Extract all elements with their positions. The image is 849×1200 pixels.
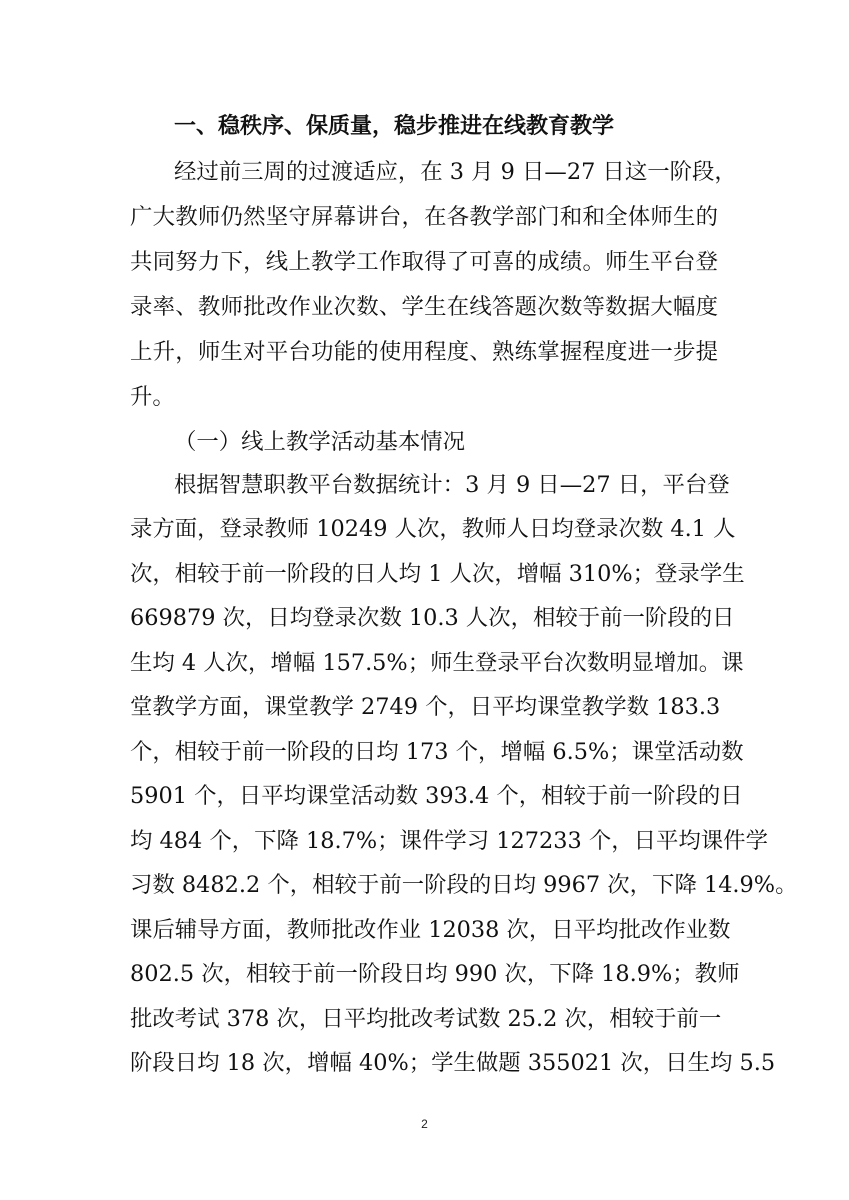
- paragraph-line: 669879 次，日均登录次数 10.3 人次，相较于前一阶段的日: [130, 605, 735, 631]
- paragraph-line: 共同努力下，线上教学工作取得了可喜的成绩。师生平台登: [130, 249, 718, 275]
- paragraph-line: 广大教师仍然坚守屏幕讲台，在各教学部门和和全体师生的: [130, 204, 718, 230]
- paragraph-line: 生均 4 人次，增幅 157.5%；师生登录平台次数明显增加。课: [130, 650, 744, 676]
- paragraph-line: 根据智慧职教平台数据统计：3 月 9 日—27 日，平台登: [174, 472, 730, 498]
- paragraph-line: 录方面，登录教师 10249 人次，教师人日均登录次数 4.1 人: [130, 516, 736, 542]
- paragraph-line: 堂教学方面，课堂教学 2749 个，日平均课堂教学数 183.3: [130, 694, 721, 720]
- paragraph-line: 802.5 次，相较于前一阶段日均 990 次，下降 18.9%；教师: [130, 961, 740, 987]
- paragraph-line: 课后辅导方面，教师批改作业 12038 次，日平均批改作业数: [130, 917, 731, 943]
- paragraph-line: 上升，师生对平台功能的使用程度、熟练掌握程度进一步提: [130, 339, 718, 365]
- paragraph-line: 经过前三周的过渡适应，在 3 月 9 日—27 日这一阶段，: [174, 159, 737, 185]
- paragraph-line: 阶段日均 18 次，增幅 40%；学生做题 355021 次，日生均 5.5: [130, 1050, 776, 1076]
- paragraph-line: 批改考试 378 次，日平均批改考试数 25.2 次，相较于前一: [130, 1006, 722, 1032]
- paragraph-line: 录率、教师批改作业次数、学生在线答题次数等数据大幅度: [130, 294, 718, 320]
- paragraph-line: 升。: [130, 384, 175, 410]
- section-heading: 一、稳秩序、保质量，稳步推进在线教育教学: [174, 114, 615, 139]
- paragraph-line: 5901 个，日平均课堂活动数 393.4 个，相较于前一阶段的日: [130, 783, 743, 809]
- paragraph-line: 次，相较于前一阶段的日人均 1 人次，增幅 310%；登录学生: [130, 561, 745, 587]
- paragraph-line: 个，相较于前一阶段的日均 173 个，增幅 6.5%；课堂活动数: [130, 739, 744, 765]
- subheading: （一）线上教学活动基本情况: [174, 429, 466, 455]
- paragraph-line: 习数 8482.2 个，相较于前一阶段的日均 9967 次，下降 14.9%。: [130, 872, 798, 898]
- page-number: 2: [421, 1117, 428, 1131]
- paragraph-line: 均 484 个，下降 18.7%；课件学习 127233 个，日平均课件学: [130, 828, 768, 854]
